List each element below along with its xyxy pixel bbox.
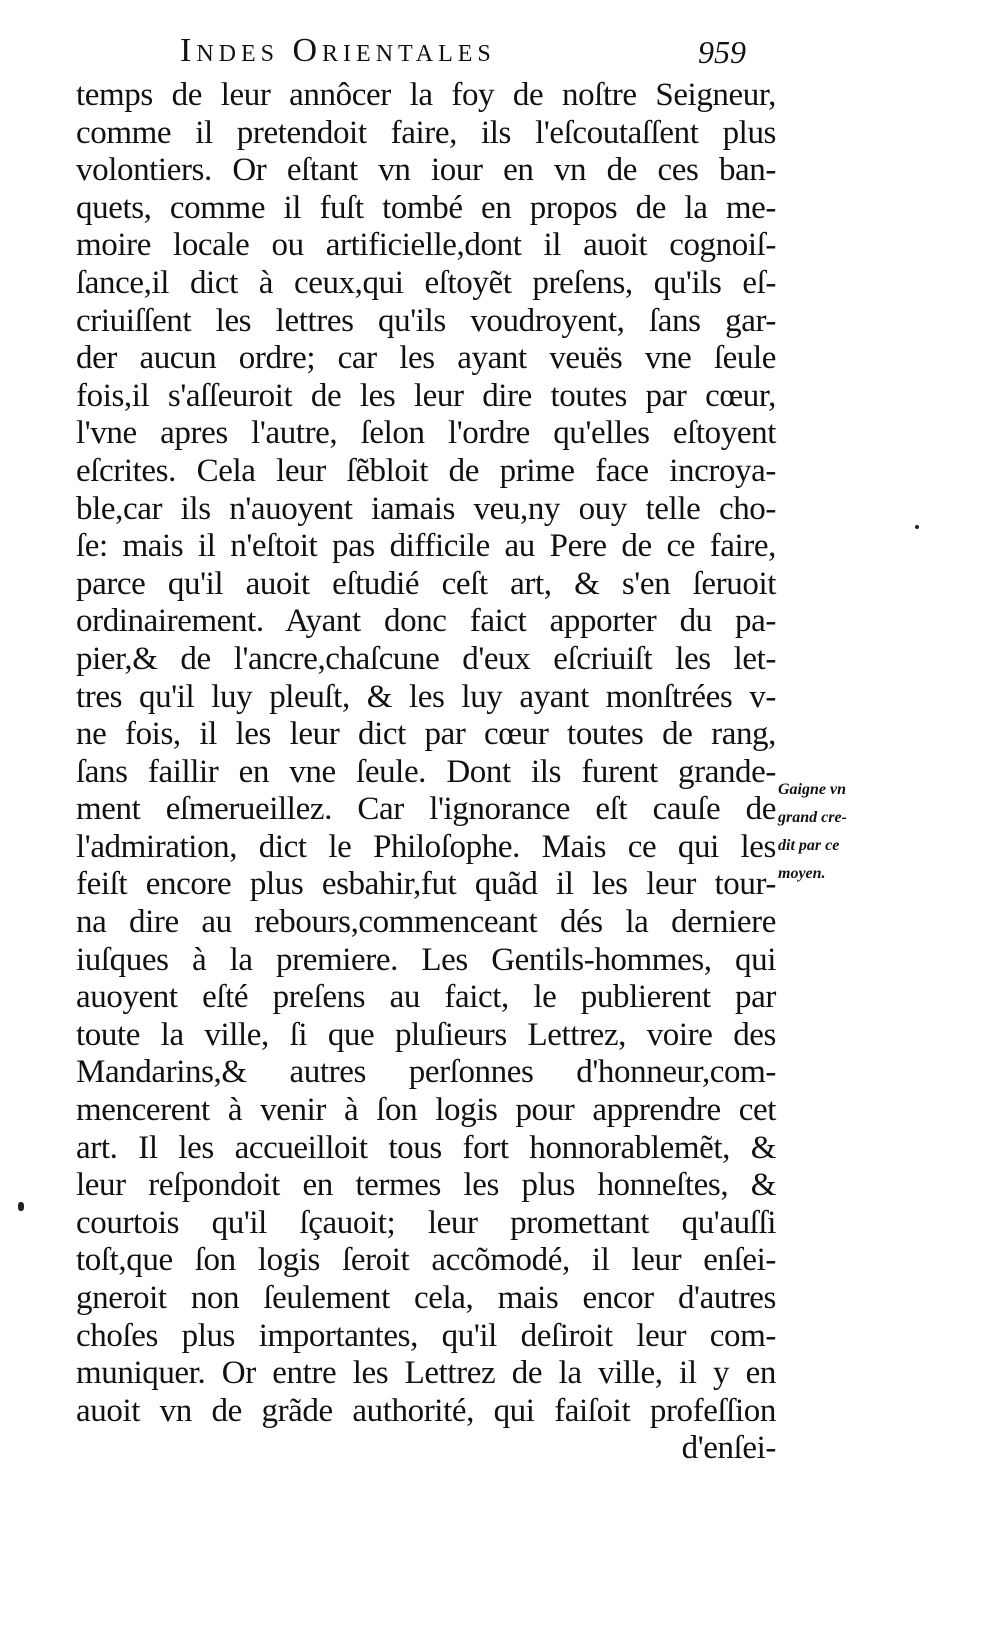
catchword: d'enſei- [681,1430,776,1467]
margin-note-line: dit par ce [778,837,840,854]
text-line: comme il pretendoit faire, ils l'eſcoutaſſent plus [76,114,776,151]
text-line: l'admiration, dict le Philoſophe. Mais ce qui les [76,828,776,865]
text-line: muniquer. Or entre les Lettrez de la ville, il y en [76,1355,776,1392]
text-line: quets, comme il fuſt tombé en propos de la me- [76,189,776,226]
text-line: ſe: mais il n'eſtoit pas difficile au Pere de ce faire, [76,528,776,565]
text-line: auoyent eſté preſens au faict, le publierent par [76,979,776,1016]
text-line: volontiers. Or eſtant vn iour en vn de ces ban- [76,152,776,189]
text-line: mencerent à venir à ſon logis pour apprendre cet [76,1092,776,1129]
text-line: der aucun ordre; car les ayant veuës vne ſeule [76,340,776,377]
text-line: tres qu'il luy pleuſt, & les luy ayant monſtrées v- [76,678,776,715]
margin-note [778,776,908,888]
text-line: ſans faillir en vne ſeule. Dont ils furent grande- [76,753,776,790]
text-line: choſes plus importantes, qu'il deſiroit leur com- [76,1317,776,1354]
text-line: fois,il s'aſſeuroit de les leur dire toutes par cœur, [76,377,776,414]
text-line: courtois qu'il ſçauoit; leur promettant qu'auſſi [76,1204,776,1241]
margin-note-line: Gaigne vn [778,781,846,798]
text-line: pier,& de l'ancre,chaſcune d'eux eſcriuiſt les let- [76,640,776,677]
text-line: iuſques à la premiere. Les Gentils-hommes, qui [76,941,776,978]
margin-note-line: grand cre- [778,809,847,826]
body-text [76,77,776,1468]
text-line: ne fois, il les leur dict par cœur toutes de rang, [76,716,776,753]
text-line: ſance,il dict à ceux,qui eſtoyẽt preſens, qu'ils eſ- [76,264,776,301]
text-line: toſt,que ſon logis ſeroit accõmodé, il leur enſei- [76,1242,776,1279]
margin-note-line: moyen. [778,865,826,882]
text-line: na dire au rebours,commenceant dés la derniere [76,904,776,941]
text-line: auoit vn de grãde authorité, qui faiſoit profeſſion [76,1392,776,1429]
text-line: parce qu'il auoit eſtudié ceſt art, & s'en ſeruoit [76,565,776,602]
text-line: gneroit non ſeulement cela, mais encor d'autres [76,1280,776,1316]
text-line: feiſt encore plus esbahir,fut quãd il les leur tour- [76,866,776,903]
text-line: ble,car ils n'auoyent iamais veu,ny ouy telle cho- [76,490,776,527]
text-line: moire locale ou artificielle,dont il auoit cognoiſ- [76,227,776,264]
text-line: ment eſmerueillez. Car l'ignorance eſt cauſe de [76,791,776,828]
text-line: ordinairement. Ayant donc faict apporter du pa- [76,603,776,640]
text-line: criuiſſent les lettres qu'ils voudroyent, ſans gar- [76,302,776,339]
text-line: Mandarins,& autres perſonnes d'honneur,com- [76,1054,776,1091]
text-line: art. Il les accueilloit tous fort honnorablemẽt, & [76,1129,776,1166]
text-line: leur reſpondoit en termes les plus honneſtes, & [76,1167,776,1204]
ink-speck [915,525,919,529]
text-line: temps de leur annôcer la foy de noſtre Seigneur, [76,77,776,113]
page-number: 959 [698,34,746,70]
ink-speck [18,1202,24,1211]
running-head: Indes Orientales [180,32,496,69]
text-line: eſcrites. Cela leur ſẽbloit de prime face incroya- [76,452,776,489]
text-line: toute la ville, ſi que pluſieurs Lettrez, voire des [76,1016,776,1053]
text-line: l'vne apres l'autre, ſelon l'ordre qu'elles eſtoyent [76,415,776,452]
